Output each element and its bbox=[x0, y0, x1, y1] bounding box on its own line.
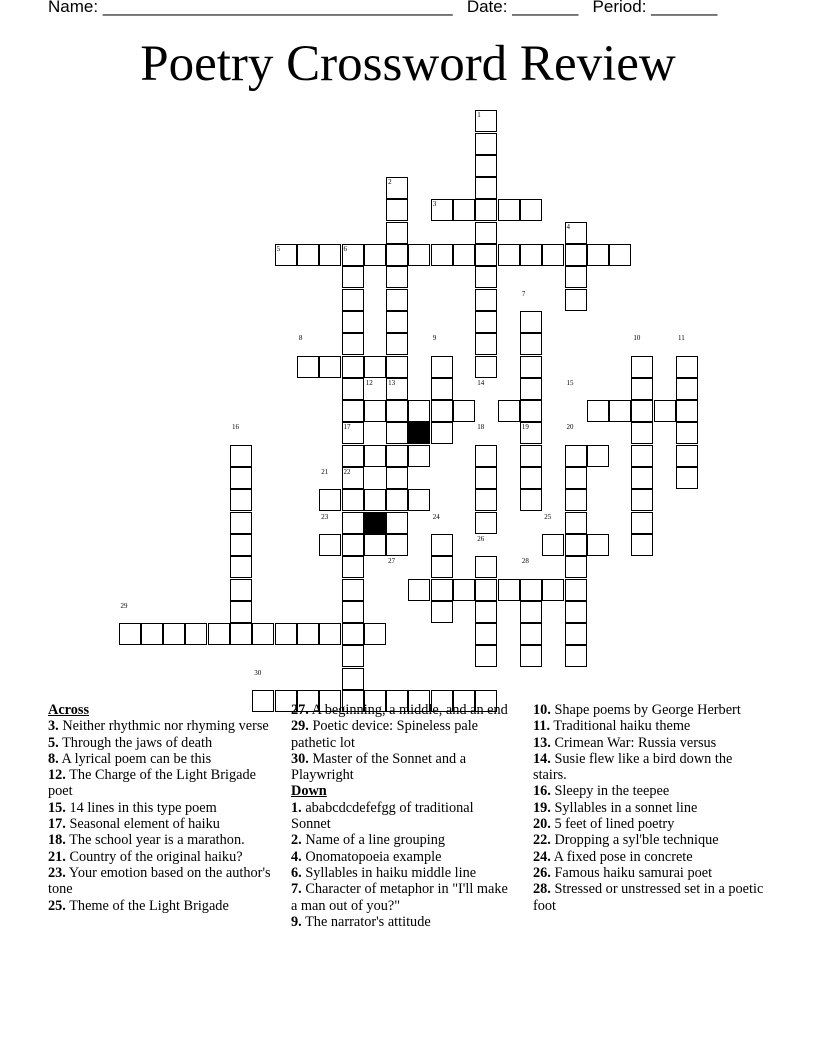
grid-cell[interactable] bbox=[364, 356, 386, 378]
grid-cell[interactable] bbox=[342, 601, 364, 623]
clue-item bbox=[291, 881, 516, 914]
grid-cell[interactable] bbox=[565, 512, 587, 534]
grid-cell[interactable] bbox=[542, 579, 564, 601]
clue-number-label: 11 bbox=[678, 334, 685, 343]
grid-cell[interactable] bbox=[475, 489, 497, 511]
grid-cell[interactable] bbox=[319, 489, 341, 511]
grid-cell[interactable] bbox=[520, 356, 542, 378]
grid-cell[interactable] bbox=[408, 489, 430, 511]
grid-cell[interactable] bbox=[342, 356, 364, 378]
grid-cell[interactable] bbox=[475, 199, 497, 221]
grid-cell[interactable] bbox=[565, 601, 587, 623]
clue-text: Famous haiku samurai poet bbox=[554, 864, 713, 881]
clue-text: Onomatopoeia example bbox=[305, 848, 442, 865]
grid-cell[interactable] bbox=[453, 199, 475, 221]
grid-cell[interactable] bbox=[475, 356, 497, 378]
clue-number: 19. bbox=[533, 799, 551, 816]
grid-cell[interactable] bbox=[342, 489, 364, 511]
clue-number-label: 6 bbox=[343, 245, 347, 253]
grid-cell[interactable] bbox=[431, 378, 453, 400]
clue-number: 5. bbox=[48, 734, 59, 751]
clue-item bbox=[48, 751, 273, 767]
clue-item bbox=[533, 881, 768, 914]
grid-cell[interactable] bbox=[520, 311, 542, 333]
grid-cell[interactable] bbox=[342, 333, 364, 355]
clue-item bbox=[533, 800, 768, 816]
clue-number: 26. bbox=[533, 864, 551, 881]
date-label: Date: bbox=[466, 0, 508, 16]
clue-number: 13. bbox=[533, 734, 551, 751]
clue-item bbox=[48, 832, 273, 848]
clue-text: Neither rhythmic nor rhyming verse bbox=[62, 718, 269, 735]
clue-item bbox=[291, 849, 516, 865]
clue-text: Master of the Sonnet and a Playwright bbox=[291, 750, 467, 784]
clue-number: 21. bbox=[48, 848, 66, 865]
period-blank[interactable]: _______ bbox=[651, 0, 718, 16]
grid-cell[interactable] bbox=[386, 333, 408, 355]
clue-number-label: 12 bbox=[365, 378, 373, 387]
grid-cell[interactable] bbox=[565, 556, 587, 578]
clue-number: 11. bbox=[533, 718, 551, 735]
clue-item bbox=[291, 800, 516, 833]
clue-number-label: 1 bbox=[477, 111, 481, 120]
clue-text: Through the jaws of death bbox=[62, 734, 213, 751]
clue-item bbox=[291, 718, 516, 751]
clue-number: 16. bbox=[533, 783, 551, 800]
grid-cell[interactable] bbox=[565, 467, 587, 489]
grid-cell[interactable] bbox=[342, 579, 364, 601]
clue-number: 18. bbox=[48, 832, 66, 849]
grid-cell[interactable] bbox=[319, 356, 341, 378]
clue-number-label: 13 bbox=[388, 378, 396, 387]
grid-cell[interactable] bbox=[565, 289, 587, 311]
grid-cell[interactable] bbox=[587, 445, 609, 467]
grid-cell[interactable] bbox=[498, 400, 520, 422]
clue-text: Syllables in a sonnet line bbox=[554, 799, 698, 816]
clue-text: Dropping a syl'ble technique bbox=[554, 832, 719, 849]
grid-cell[interactable] bbox=[431, 356, 453, 378]
name-blank[interactable]: _____________________________________ bbox=[102, 0, 453, 16]
grid-cell[interactable] bbox=[565, 489, 587, 511]
clue-number-label: 4 bbox=[566, 222, 570, 231]
clue-number: 2. bbox=[291, 832, 302, 849]
clue-number: 29. bbox=[291, 718, 309, 735]
grid-cell[interactable] bbox=[475, 244, 497, 266]
clue-text: Stressed or unstressed set in a poetic foot bbox=[533, 881, 764, 914]
grid-cell[interactable] bbox=[252, 623, 274, 645]
clue-number-label: 18 bbox=[477, 423, 485, 432]
clue-item bbox=[533, 735, 768, 751]
grid-cell[interactable] bbox=[319, 534, 341, 556]
clue-item bbox=[48, 800, 273, 816]
clue-item bbox=[533, 718, 768, 734]
clue-number: 27. bbox=[291, 702, 309, 718]
grid-cell[interactable] bbox=[475, 177, 497, 199]
clue-text: A fixed pose in concrete bbox=[553, 848, 693, 865]
grid-cell[interactable] bbox=[431, 422, 453, 444]
grid-cell[interactable] bbox=[631, 378, 653, 400]
clue-text: Syllables in haiku middle line bbox=[305, 864, 477, 881]
grid-cell[interactable] bbox=[676, 467, 698, 489]
clue-text: The school year is a marathon. bbox=[69, 832, 245, 849]
grid-cell[interactable] bbox=[364, 244, 386, 266]
clue-number-label: 26 bbox=[477, 534, 485, 543]
grid-cell[interactable] bbox=[342, 623, 364, 645]
grid-cell[interactable] bbox=[431, 556, 453, 578]
clue-number: 22. bbox=[533, 832, 551, 849]
clue-text: 5 feet of lined poetry bbox=[554, 816, 675, 833]
grid-cell[interactable] bbox=[342, 668, 364, 690]
grid-cell[interactable] bbox=[386, 467, 408, 489]
clue-number-label: 8 bbox=[298, 334, 303, 343]
grid-cell[interactable] bbox=[520, 378, 542, 400]
grid-cell[interactable] bbox=[542, 534, 564, 556]
grid-cell[interactable] bbox=[676, 400, 698, 422]
grid-cell[interactable] bbox=[520, 467, 542, 489]
grid-cell[interactable] bbox=[386, 199, 408, 221]
clue-item bbox=[291, 865, 516, 881]
clue-number-label: 21 bbox=[321, 468, 329, 476]
grid-cell[interactable] bbox=[565, 266, 587, 288]
grid-cell[interactable] bbox=[386, 244, 408, 266]
grid-cell[interactable] bbox=[141, 623, 163, 645]
grid-cell[interactable] bbox=[230, 534, 252, 556]
grid-cell[interactable] bbox=[631, 489, 653, 511]
clue-text: Crimean War: Russia versus bbox=[554, 734, 717, 751]
clue-number-label: 14 bbox=[477, 378, 485, 387]
grid-cell[interactable] bbox=[520, 199, 542, 221]
grid-cell[interactable] bbox=[520, 333, 542, 355]
grid-cell[interactable] bbox=[631, 534, 653, 556]
grid-cell[interactable] bbox=[208, 623, 230, 645]
grid-cell[interactable] bbox=[475, 556, 497, 578]
clue-item bbox=[291, 751, 516, 784]
grid-cell[interactable] bbox=[386, 289, 408, 311]
grid-cell[interactable] bbox=[342, 445, 364, 467]
grid-cell[interactable] bbox=[475, 155, 497, 177]
grid-cell[interactable] bbox=[386, 445, 408, 467]
grid-cell[interactable] bbox=[565, 534, 587, 556]
name-label: Name: bbox=[48, 0, 99, 16]
clue-number: 8. bbox=[48, 750, 59, 767]
grid-cell[interactable] bbox=[520, 623, 542, 645]
grid-cell[interactable] bbox=[230, 556, 252, 578]
clue-item bbox=[48, 816, 273, 832]
clue-number: 7. bbox=[291, 881, 302, 898]
clue-number-label: 10 bbox=[633, 334, 641, 343]
grid-cell[interactable] bbox=[609, 400, 631, 422]
clue-number-label: 5 bbox=[276, 245, 281, 253]
clue-item bbox=[48, 865, 273, 898]
clue-text: Poetic device: Spineless pale pathetic lot bbox=[291, 718, 479, 751]
grid-cell[interactable] bbox=[408, 400, 430, 422]
grid-cell[interactable] bbox=[587, 400, 609, 422]
grid-cell[interactable] bbox=[342, 645, 364, 667]
grid-cell[interactable] bbox=[498, 199, 520, 221]
grid-cell[interactable] bbox=[676, 422, 698, 444]
grid-cell[interactable] bbox=[520, 579, 542, 601]
date-blank[interactable]: _______ bbox=[512, 0, 579, 16]
clue-number: 3. bbox=[48, 718, 59, 735]
clue-column-2 bbox=[291, 702, 516, 930]
clue-number-label: 23 bbox=[321, 512, 329, 521]
grid-cell[interactable] bbox=[431, 534, 453, 556]
grid-cell[interactable] bbox=[565, 244, 587, 266]
clue-number-label: 15 bbox=[566, 378, 574, 387]
grid-cell[interactable] bbox=[230, 467, 252, 489]
grid-cell[interactable] bbox=[565, 645, 587, 667]
grid-cell[interactable] bbox=[342, 534, 364, 556]
page-title: Poetry Crossword Review bbox=[140, 36, 676, 92]
clue-item bbox=[533, 783, 768, 799]
grid-cell[interactable] bbox=[475, 289, 497, 311]
grid-cell[interactable] bbox=[520, 645, 542, 667]
grid-cell[interactable] bbox=[185, 623, 207, 645]
grid-cell[interactable] bbox=[475, 222, 497, 244]
clue-text: Seasonal element of haiku bbox=[69, 816, 220, 833]
clue-number: 6. bbox=[291, 864, 302, 881]
grid-cell[interactable] bbox=[342, 556, 364, 578]
clue-number: 28. bbox=[533, 881, 551, 898]
grid-cell[interactable] bbox=[163, 623, 185, 645]
clue-item bbox=[533, 702, 768, 718]
clue-number: 4. bbox=[291, 848, 302, 865]
clue-number: 1. bbox=[291, 799, 302, 816]
grid-cell[interactable] bbox=[631, 400, 653, 422]
grid-cell[interactable] bbox=[386, 266, 408, 288]
grid-cell[interactable] bbox=[364, 445, 386, 467]
grid-cell[interactable] bbox=[386, 422, 408, 444]
clue-text: Name of a line grouping bbox=[305, 832, 446, 849]
grid-cell[interactable] bbox=[475, 445, 497, 467]
period-label: Period: bbox=[592, 0, 647, 16]
clue-text: Shape poems by George Herbert bbox=[554, 702, 741, 718]
clue-heading: Across bbox=[48, 702, 90, 718]
grid-cell[interactable] bbox=[565, 445, 587, 467]
grid-cell[interactable] bbox=[475, 133, 497, 155]
clue-number: 23. bbox=[48, 864, 66, 881]
grid-cell[interactable] bbox=[342, 266, 364, 288]
grid-cell[interactable] bbox=[364, 400, 386, 422]
clue-item bbox=[533, 865, 768, 881]
clue-number-label: 22 bbox=[343, 468, 351, 476]
clue-text: Character of metaphor in "I'll make a man out of you?" bbox=[291, 881, 508, 914]
clue-number-label: 16 bbox=[232, 423, 239, 432]
clue-number-label: 2 bbox=[388, 178, 392, 187]
clue-text: ababcdcdefefgg of traditional Sonnet bbox=[291, 799, 474, 833]
grid-cell[interactable] bbox=[475, 333, 497, 355]
clue-number: 25. bbox=[48, 897, 66, 914]
grid-cell[interactable] bbox=[587, 244, 609, 266]
clue-item bbox=[533, 832, 768, 848]
grid-cell[interactable] bbox=[475, 467, 497, 489]
clue-item bbox=[48, 849, 273, 865]
grid-cell[interactable] bbox=[386, 489, 408, 511]
clue-heading: Down bbox=[291, 783, 327, 800]
grid-cell[interactable] bbox=[453, 400, 475, 422]
blocked-cell bbox=[364, 512, 386, 534]
grid-cell[interactable] bbox=[230, 512, 252, 534]
grid-cell[interactable] bbox=[386, 222, 408, 244]
grid-cell[interactable] bbox=[386, 311, 408, 333]
clue-item bbox=[48, 898, 273, 914]
grid-cell[interactable] bbox=[431, 579, 453, 601]
grid-cell[interactable] bbox=[408, 445, 430, 467]
grid-cell[interactable] bbox=[654, 400, 676, 422]
clue-number-label: 29 bbox=[120, 601, 128, 610]
grid-cell[interactable] bbox=[386, 512, 408, 534]
grid-cell[interactable] bbox=[319, 623, 341, 645]
clue-number: 14. bbox=[533, 750, 551, 767]
clue-number-label: 24 bbox=[432, 512, 440, 521]
clue-number: 30. bbox=[291, 750, 309, 767]
clue-text: Sleepy in the teepee bbox=[554, 783, 670, 800]
grid-cell[interactable] bbox=[631, 356, 653, 378]
clue-text: A beginning, a middle, and an end bbox=[311, 702, 508, 718]
clue-item bbox=[48, 718, 273, 734]
grid-cell[interactable] bbox=[342, 512, 364, 534]
clue-column-1 bbox=[48, 702, 273, 914]
grid-cell[interactable] bbox=[631, 422, 653, 444]
grid-cell[interactable] bbox=[431, 400, 453, 422]
clue-number-label: 27 bbox=[388, 557, 396, 566]
grid-cell[interactable] bbox=[386, 400, 408, 422]
grid-cell[interactable] bbox=[520, 400, 542, 422]
grid-cell[interactable] bbox=[408, 244, 430, 266]
grid-cell[interactable] bbox=[565, 623, 587, 645]
clue-number: 15. bbox=[48, 799, 66, 816]
clue-text: Traditional haiku theme bbox=[553, 718, 691, 735]
grid-cell[interactable] bbox=[297, 623, 319, 645]
grid-cell[interactable] bbox=[297, 244, 319, 266]
grid-cell[interactable] bbox=[631, 512, 653, 534]
clue-text: A lyrical poem can be this bbox=[61, 750, 212, 767]
grid-cell[interactable] bbox=[498, 244, 520, 266]
grid-cell[interactable] bbox=[230, 445, 252, 467]
clue-item bbox=[48, 767, 273, 800]
clue-item bbox=[533, 816, 768, 832]
grid-cell[interactable] bbox=[431, 601, 453, 623]
clue-text: Theme of the Light Brigade bbox=[69, 897, 229, 914]
grid-cell[interactable] bbox=[230, 579, 252, 601]
grid-cell[interactable] bbox=[498, 579, 520, 601]
grid-cell[interactable] bbox=[520, 244, 542, 266]
clue-number-label: 7 bbox=[521, 289, 526, 298]
grid-cell[interactable] bbox=[475, 311, 497, 333]
grid-cell[interactable] bbox=[386, 534, 408, 556]
grid-cell[interactable] bbox=[520, 489, 542, 511]
grid-cell[interactable] bbox=[609, 244, 631, 266]
grid-cell[interactable] bbox=[676, 356, 698, 378]
clue-item bbox=[291, 832, 516, 848]
grid-cell[interactable] bbox=[676, 445, 698, 467]
grid-cell[interactable] bbox=[408, 579, 430, 601]
grid-cell[interactable] bbox=[119, 623, 141, 645]
clue-text: Country of the original haiku? bbox=[69, 848, 243, 865]
grid-cell[interactable] bbox=[342, 400, 364, 422]
grid-cell[interactable] bbox=[587, 534, 609, 556]
clue-number: 12. bbox=[48, 767, 66, 784]
clue-text: The narrator's attitude bbox=[305, 913, 431, 930]
grid-cell[interactable] bbox=[631, 467, 653, 489]
grid-cell[interactable] bbox=[230, 623, 252, 645]
clue-text: 14 lines in this type poem bbox=[69, 799, 217, 816]
clue-item bbox=[48, 735, 273, 751]
clue-column-3 bbox=[533, 702, 768, 914]
grid-cell[interactable] bbox=[475, 512, 497, 534]
clue-number-label: 28 bbox=[521, 557, 529, 566]
clue-item bbox=[291, 702, 516, 718]
clue-text: Susie flew like a bird down the stairs. bbox=[533, 750, 733, 784]
clue-number: 10. bbox=[533, 702, 551, 718]
grid-cell[interactable] bbox=[453, 244, 475, 266]
clue-text: The Charge of the Light Brigade poet bbox=[48, 767, 256, 800]
grid-cell[interactable] bbox=[297, 356, 319, 378]
grid-cell[interactable] bbox=[431, 244, 453, 266]
grid-cell[interactable] bbox=[364, 489, 386, 511]
clue-number: 17. bbox=[48, 816, 66, 833]
grid-cell[interactable] bbox=[542, 244, 564, 266]
grid-cell[interactable] bbox=[475, 645, 497, 667]
grid-cell[interactable] bbox=[475, 601, 497, 623]
grid-cell[interactable] bbox=[364, 623, 386, 645]
clue-number-label: 17 bbox=[343, 423, 351, 432]
grid-cell[interactable] bbox=[386, 356, 408, 378]
clue-text: Your emotion based on the author's tone bbox=[48, 864, 271, 898]
clue-item bbox=[533, 751, 768, 784]
grid-cell[interactable] bbox=[364, 534, 386, 556]
grid-cell[interactable] bbox=[631, 445, 653, 467]
grid-cell[interactable] bbox=[565, 579, 587, 601]
clue-number: 9. bbox=[291, 913, 302, 930]
grid-cell[interactable] bbox=[342, 289, 364, 311]
grid-cell[interactable] bbox=[230, 489, 252, 511]
blocked-cell bbox=[408, 422, 430, 444]
grid-cell[interactable] bbox=[520, 445, 542, 467]
clue-number: 24. bbox=[533, 848, 551, 865]
clue-number: 20. bbox=[533, 816, 551, 833]
clue-number-label: 9 bbox=[432, 334, 437, 343]
grid-cell[interactable] bbox=[319, 244, 341, 266]
grid-cell[interactable] bbox=[475, 623, 497, 645]
clue-number-label: 25 bbox=[544, 512, 552, 521]
grid-cell[interactable] bbox=[475, 579, 497, 601]
clue-number-label: 30 bbox=[254, 668, 262, 677]
clue-number-label: 19 bbox=[521, 423, 529, 432]
grid-cell[interactable] bbox=[342, 378, 364, 400]
grid-cell[interactable] bbox=[275, 623, 297, 645]
clue-number-label: 3 bbox=[432, 200, 437, 209]
grid-cell[interactable] bbox=[520, 601, 542, 623]
grid-cell[interactable] bbox=[676, 378, 698, 400]
clue-item bbox=[533, 849, 768, 865]
grid-cell[interactable] bbox=[342, 311, 364, 333]
grid-cell[interactable] bbox=[230, 601, 252, 623]
clue-item bbox=[291, 914, 516, 930]
grid-cell[interactable] bbox=[453, 579, 475, 601]
clue-number-label: 20 bbox=[566, 423, 574, 432]
grid-cell[interactable] bbox=[475, 266, 497, 288]
